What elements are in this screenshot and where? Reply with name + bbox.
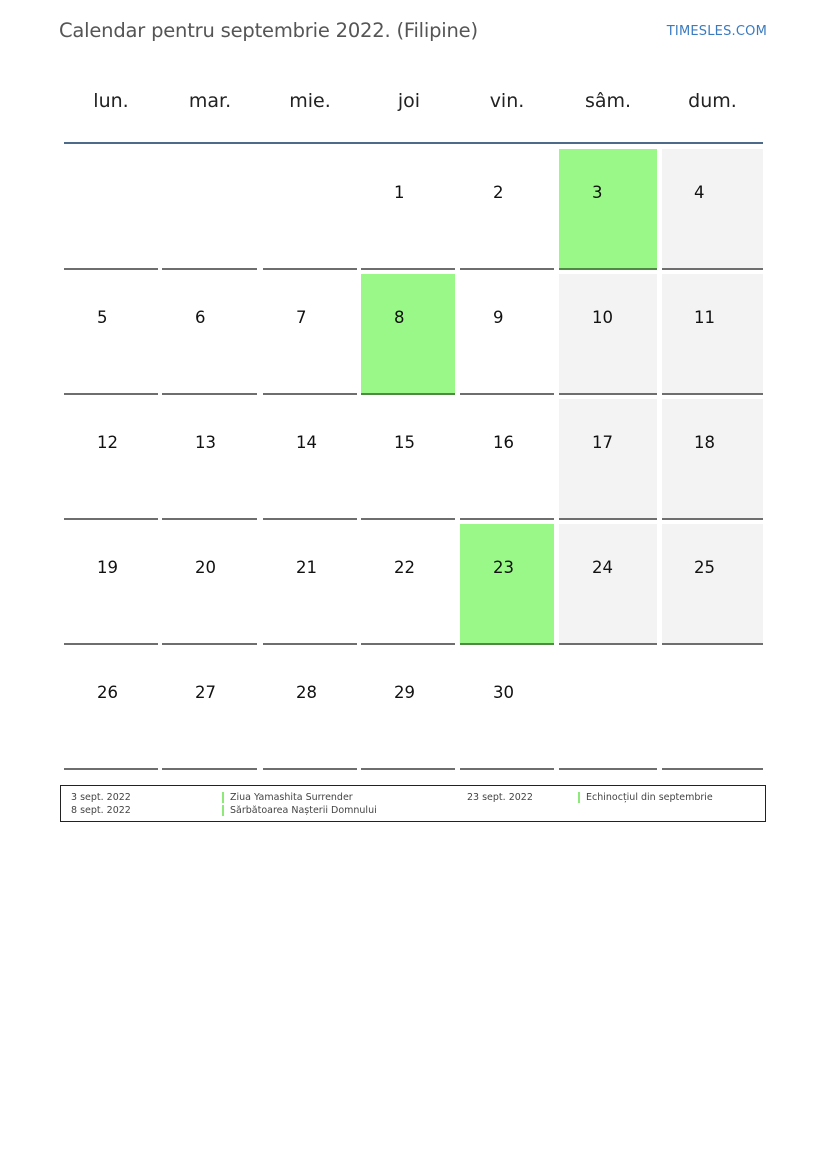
calendar-day[interactable] [263,649,357,770]
calendar-day[interactable] [559,274,657,395]
day-number: 22 [394,558,415,577]
calendar-day[interactable] [64,399,158,520]
day-number: 2 [493,183,504,202]
calendar-day[interactable] [662,524,763,645]
weekday-header [64,90,763,120]
day-number: 8 [394,308,405,327]
day-number: 27 [195,683,216,702]
weekday-label: mie. [289,90,331,112]
calendar-day-holiday[interactable] [559,149,657,270]
day-number: 1 [394,183,405,202]
calendar-day[interactable] [460,149,554,270]
legend-holiday-name: Echinocțiul din septembrie [586,792,713,803]
calendar-empty-cell [263,149,357,270]
day-number: 16 [493,433,514,452]
holiday-legend [60,785,766,822]
day-number: 28 [296,683,317,702]
calendar-day[interactable] [64,649,158,770]
legend-date: 8 sept. 2022 [71,805,131,816]
calendar-day[interactable] [361,149,455,270]
day-number: 18 [694,433,715,452]
calendar-day[interactable] [64,524,158,645]
calendar-day[interactable] [460,274,554,395]
day-number: 20 [195,558,216,577]
calendar-grid [64,149,763,770]
day-number: 12 [97,433,118,452]
calendar-day[interactable] [559,524,657,645]
calendar-day[interactable] [263,524,357,645]
day-number: 10 [592,308,613,327]
calendar-empty-cell [662,649,763,770]
calendar-day[interactable] [559,399,657,520]
weekday-label: lun. [93,90,129,112]
calendar-day[interactable] [162,649,257,770]
calendar-day[interactable] [460,649,554,770]
legend-color-marker [222,792,224,803]
page-title: Calendar pentru septembrie 2022. (Filipine) [59,19,478,42]
legend-holiday-name: Ziua Yamashita Surrender [230,792,353,803]
day-number: 17 [592,433,613,452]
calendar-day-holiday[interactable] [361,274,455,395]
day-number: 26 [97,683,118,702]
day-number: 19 [97,558,118,577]
day-number: 3 [592,183,603,202]
day-number: 5 [97,308,108,327]
legend-color-marker [578,792,580,803]
calendar-day[interactable] [361,524,455,645]
day-number: 23 [493,558,514,577]
calendar-day[interactable] [263,274,357,395]
calendar-day-holiday[interactable] [460,524,554,645]
day-number: 25 [694,558,715,577]
calendar-day[interactable] [162,274,257,395]
calendar-day[interactable] [662,149,763,270]
day-number: 4 [694,183,705,202]
day-number: 13 [195,433,216,452]
weekday-label: dum. [688,90,737,112]
calendar-empty-cell [162,149,257,270]
calendar-day[interactable] [162,399,257,520]
legend-date: 3 sept. 2022 [71,792,131,803]
calendar-day[interactable] [662,399,763,520]
legend-holiday-name: Sărbătoarea Nașterii Domnului [230,805,377,816]
weekday-label: sâm. [584,90,632,112]
header-divider [64,142,763,144]
calendar-day[interactable] [361,649,455,770]
calendar-day[interactable] [64,274,158,395]
brand-link[interactable]: TIMESLES.COM [666,24,767,39]
calendar-empty-cell [64,149,158,270]
calendar-day[interactable] [162,524,257,645]
day-number: 11 [694,308,715,327]
calendar-day[interactable] [460,399,554,520]
legend-date: 23 sept. 2022 [467,792,533,803]
day-number: 14 [296,433,317,452]
weekday-label: joi [397,90,421,112]
calendar-day[interactable] [263,399,357,520]
calendar-day[interactable] [662,274,763,395]
day-number: 7 [296,308,307,327]
day-number: 30 [493,683,514,702]
weekday-label: mar. [188,90,232,112]
day-number: 15 [394,433,415,452]
day-number: 9 [493,308,504,327]
day-number: 24 [592,558,613,577]
legend-color-marker [222,805,224,816]
day-number: 6 [195,308,206,327]
calendar-day[interactable] [361,399,455,520]
calendar-empty-cell [559,649,657,770]
day-number: 21 [296,558,317,577]
day-number: 29 [394,683,415,702]
weekday-label: vin. [489,90,525,112]
